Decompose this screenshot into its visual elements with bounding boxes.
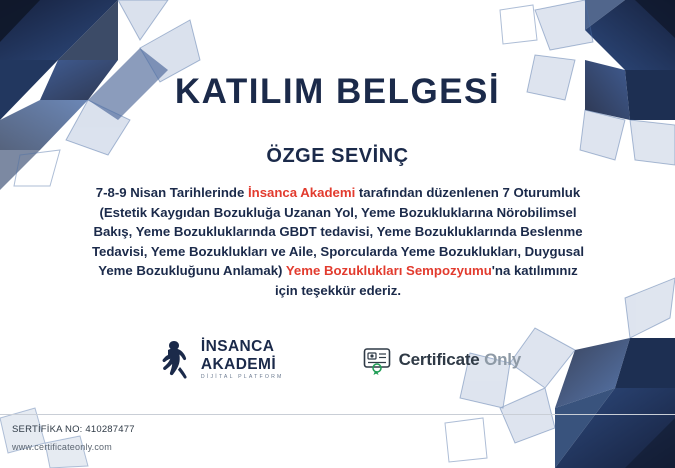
certificate-seal-icon (362, 345, 392, 375)
footer-url: www.certificateonly.com (12, 442, 112, 452)
academy-logo-text (201, 339, 284, 380)
body-part-3: 'na katılımınız için teşekkür ederiz. (274, 263, 578, 298)
recipient-name: ÖZGE SEVİNÇ (266, 145, 409, 167)
body-part-1: 7-8-9 Nisan Tarihlerinde (95, 185, 248, 200)
body-part-2: tarafından düzenlenen 7 Oturumluk (Estetik Kaygıdan Bozukluğa Uzanan Yol, Yeme Bozukluklarına Nörobilimsel Bakış, Yeme Bozukluklarında GBDT tedavisi, Yeme Bozukluklarında Beslenme Tedavisi, Yeme Bozuklukları ve Aile, Sporcularda Yeme Bozuklukları, Duygusal Yeme Bozukluğunu Anlamak) (91, 185, 585, 278)
logo-row (0, 337, 675, 383)
serial-number (12, 424, 135, 435)
page-title: KATILIM BELGESİ (174, 72, 501, 111)
dancing-figure-icon (154, 337, 194, 383)
academy-logo-line-2: AKADEMİ (200, 355, 277, 373)
certificate-body (88, 183, 588, 300)
certificate-only-secondary: Only (484, 350, 522, 369)
certificate-only-logo (362, 345, 521, 375)
academy-logo (154, 337, 284, 383)
certificate-only-main: Certificate (398, 350, 480, 369)
academy-logo-line-3: DİJİTAL PLATFORM (200, 374, 284, 381)
footer-divider (0, 414, 675, 415)
body-highlight-organizer: İnsanca Akademi (247, 185, 356, 200)
academy-logo-line-1: İNSANCA (200, 338, 275, 356)
serial-value: 410287477 (85, 424, 135, 435)
serial-label: SERTİFİKA NO: (12, 424, 83, 435)
certificate-only-wordmark (399, 350, 521, 370)
body-highlight-event: Yeme Bozuklukları Sempozyumu (285, 263, 492, 278)
